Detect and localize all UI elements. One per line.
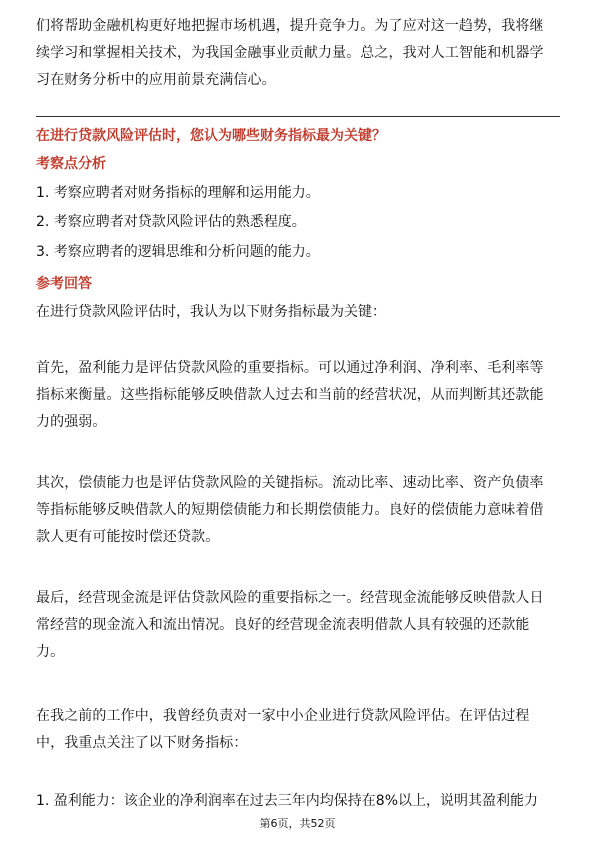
section-divider xyxy=(36,116,560,117)
question-heading: 在进行贷款风险评估时，您认为哪些财务指标最为关键？ xyxy=(36,128,386,144)
text-line: 续学习和掌握相关技术，为我国金融事业贡献力量。总之，我对人工智能和机器学 xyxy=(36,45,544,61)
answer-paragraph-4 xyxy=(36,703,560,757)
answer-heading: 参考回答 xyxy=(36,276,92,292)
analysis-heading: 考察点分析 xyxy=(36,156,106,172)
text-line: 们将帮助金融机构更好地把握市场机遇，提升竞争力。为了应对这一趋势，我将继 xyxy=(36,18,544,34)
text-line: 最后，经营现金流是评估贷款风险的重要指标之一。经营现金流能够反映借款人日 xyxy=(36,590,544,606)
answer-paragraph-1 xyxy=(36,355,560,436)
answer-paragraph-3 xyxy=(36,585,560,666)
answer-lead: 在进行贷款风险评估时，我认为以下财务指标最为关键： xyxy=(36,304,386,320)
text-line: 在我之前的工作中，我曾经负责对一家中小企业进行贷款风险评估。在评估过程 xyxy=(36,708,530,724)
list-item: 1. 盈利能力：该企业的净利润率在过去三年内均保持在8%以上，说明其盈利能力 xyxy=(36,793,539,809)
text-line: 力。 xyxy=(36,644,65,660)
analysis-item: 2. 考察应聘者对贷款风险评估的熟悉程度。 xyxy=(36,214,306,230)
text-line: 中，我重点关注了以下财务指标： xyxy=(36,735,248,751)
text-line: 等指标能够反映借款人的短期偿债能力和长期偿债能力。良好的偿债能力意味着借 xyxy=(36,502,544,518)
answer-paragraph-2 xyxy=(36,470,560,551)
text-line: 首先，盈利能力是评估贷款风险的重要指标。可以通过净利润、净利率、毛利率等 xyxy=(36,360,544,376)
page-footer: 第6页，共52页 xyxy=(259,817,336,830)
text-line: 习在财务分析中的应用前景充满信心。 xyxy=(36,72,276,88)
intro-paragraph xyxy=(36,13,560,94)
text-line: 力的强弱。 xyxy=(36,414,107,430)
text-line: 款人更有可能按时偿还贷款。 xyxy=(36,529,220,545)
text-line: 指标来衡量。这些指标能够反映借款人过去和当前的经营状况，从而判断其还款能 xyxy=(36,387,544,403)
analysis-item: 3. 考察应聘者的逻辑思维和分析问题的能力。 xyxy=(36,244,320,260)
text-line: 常经营的现金流入和流出情况。良好的经营现金流表明借款人具有较强的还款能 xyxy=(36,617,530,633)
text-line: 其次，偿债能力也是评估贷款风险的关键指标。流动比率、速动比率、资产负债率 xyxy=(36,475,544,491)
analysis-item: 1. 考察应聘者对财务指标的理解和运用能力。 xyxy=(36,185,320,201)
